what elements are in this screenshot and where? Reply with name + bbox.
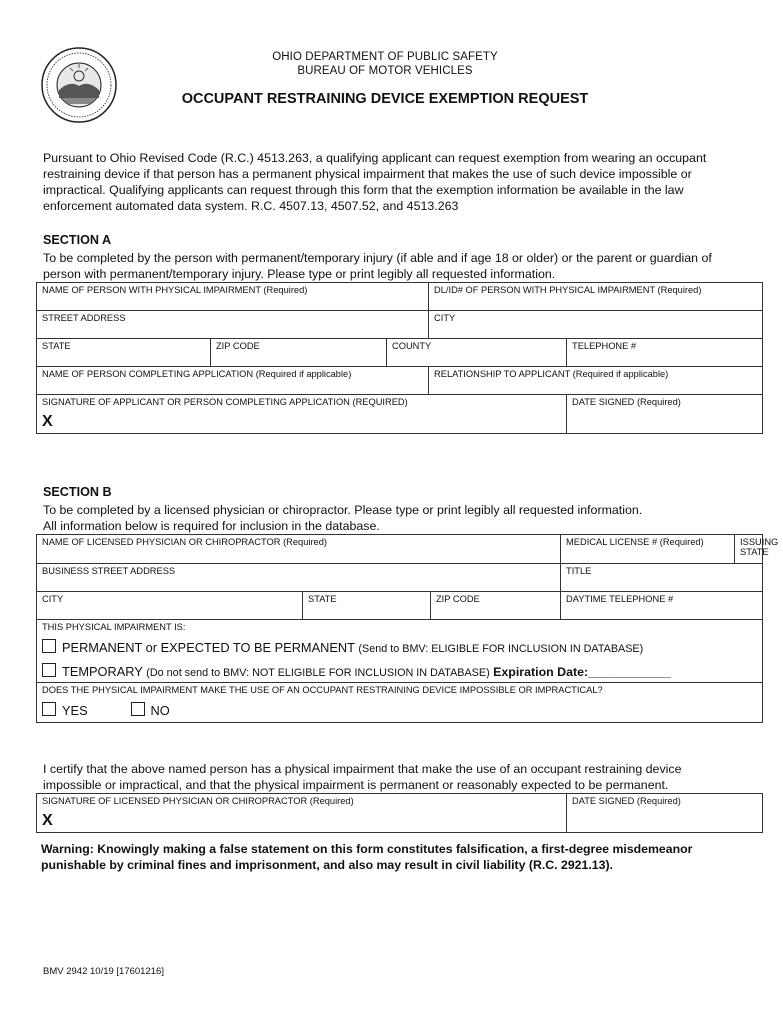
city-field[interactable]: CITY: [429, 311, 763, 339]
restraint-question-cell: [37, 683, 763, 723]
section-a-table: [36, 282, 763, 434]
title-field[interactable]: TITLE: [561, 564, 763, 592]
bureau-name: BUREAU OF MOTOR VEHICLES: [297, 65, 473, 77]
applicant-name-field[interactable]: NAME OF PERSON WITH PHYSICAL IMPAIRMENT (Required): [37, 283, 429, 311]
signature-x-mark: X: [42, 413, 53, 430]
business-address-field[interactable]: BUSINESS STREET ADDRESS: [37, 564, 561, 592]
section-b-table-main: [36, 534, 779, 723]
section-b-instructions-2: All information below is required for inclusion in the database.: [43, 519, 380, 533]
state-field[interactable]: STATE: [37, 339, 211, 367]
zip-field[interactable]: ZIP CODE: [211, 339, 387, 367]
expiration-date-field[interactable]: Expiration Date:____________: [493, 665, 671, 679]
telephone-field[interactable]: TELEPHONE #: [567, 339, 763, 367]
form-number: BMV 2942 10/19 [17601216]: [43, 966, 164, 977]
section-b-instructions-1: To be completed by a licensed physician or chiropractor. Please type or print legibly all requested information.: [43, 503, 643, 517]
section-a-heading: SECTION A: [43, 233, 112, 247]
completer-name-field[interactable]: NAME OF PERSON COMPLETING APPLICATION (Required if applicable): [37, 367, 429, 395]
county-field[interactable]: COUNTY: [387, 339, 567, 367]
physician-signature-x-mark: X: [42, 812, 53, 829]
physician-signature-field[interactable]: SIGNATURE OF LICENSED PHYSICIAN OR CHIROPRACTOR (Required) X: [37, 794, 567, 833]
relationship-field[interactable]: RELATIONSHIP TO APPLICANT (Required if applicable): [429, 367, 763, 395]
impairment-type-label: THIS PHYSICAL IMPAIRMENT IS:: [42, 622, 186, 632]
form-title: OCCUPANT RESTRAINING DEVICE EXEMPTION REQUEST: [181, 91, 589, 107]
no-checkbox[interactable]: [131, 702, 145, 716]
permanent-option[interactable]: PERMANENT or EXPECTED TO BE PERMANENT (Send to BMV: ELIGIBLE FOR INCLUSION IN DATABASE): [42, 639, 757, 656]
physician-city-field[interactable]: CITY: [37, 592, 303, 620]
applicant-date-signed-field[interactable]: DATE SIGNED (Required): [567, 395, 763, 434]
temporary-option[interactable]: TEMPORARY (Do not send to BMV: NOT ELIGIBLE FOR INCLUSION IN DATABASE) Expiration Date:____________: [42, 663, 757, 680]
impairment-type-cell: [37, 620, 763, 683]
street-address-field[interactable]: STREET ADDRESS: [37, 311, 429, 339]
yes-option[interactable]: YES: [42, 704, 88, 718]
issuing-state-cell[interactable]: ISSUING STATE: [740, 537, 779, 557]
physician-name-cell[interactable]: NAME OF LICENSED PHYSICIAN OR CHIROPRACTOR (Required): [37, 535, 561, 564]
medical-license-cell[interactable]: MEDICAL LICENSE # (Required): [561, 535, 735, 563]
temporary-checkbox[interactable]: [42, 663, 56, 677]
permanent-checkbox[interactable]: [42, 639, 56, 653]
physician-state-field[interactable]: STATE: [303, 592, 431, 620]
no-option[interactable]: NO: [131, 704, 170, 718]
yes-checkbox[interactable]: [42, 702, 56, 716]
dl-id-field[interactable]: DL/ID# OF PERSON WITH PHYSICAL IMPAIRMENT (Required): [429, 283, 763, 311]
physician-zip-field[interactable]: ZIP CODE: [431, 592, 561, 620]
physician-date-signed-field[interactable]: DATE SIGNED (Required): [567, 794, 763, 833]
applicant-signature-field[interactable]: SIGNATURE OF APPLICANT OR PERSON COMPLETING APPLICATION (REQUIRED) X: [37, 395, 567, 434]
restraint-question-label: DOES THE PHYSICAL IMPAIRMENT MAKE THE USE OF AN OCCUPANT RESTRAINING DEVICE IMPOSSIBLE OR IMPRACTICAL?: [42, 685, 603, 695]
section-a-instructions: To be completed by the person with permanent/temporary injury (if able and if age 18 or older) or the parent or guardian of person with permanent/temporary injury. Please type or print legibly all requested information.: [43, 251, 712, 281]
physician-signature-table: [36, 793, 763, 833]
certification-statement: I certify that the above named person has a physical impairment that make the use of an occupant restraining device impossible or impractical, and that the physical impairment is permanent or reasonably expected to be permanent.: [43, 762, 682, 792]
agency-name: OHIO DEPARTMENT OF PUBLIC SAFETY: [272, 51, 498, 63]
intro-paragraph: Pursuant to Ohio Revised Code (R.C.) 4513.263, a qualifying applicant can request exemption from wearing an occupant restraining device if that person has a permanent physical impairment that makes the use of such device impossible or impractical. Qualifying applicants can request through this form that the exemption information be available in the law enforcement automated data system. R.C. 4507.13, 4507.52, and 4513.263: [43, 151, 707, 213]
daytime-telephone-field[interactable]: DAYTIME TELEPHONE #: [561, 592, 763, 620]
falsification-warning: Warning: Knowingly making a false statement on this form constitutes falsification, a first-degree misdemeanor punishable by criminal fines and imprisonment, and also may result in civil liability (R.C. 2921.13).: [41, 842, 693, 872]
section-b-heading: SECTION B: [43, 485, 112, 499]
